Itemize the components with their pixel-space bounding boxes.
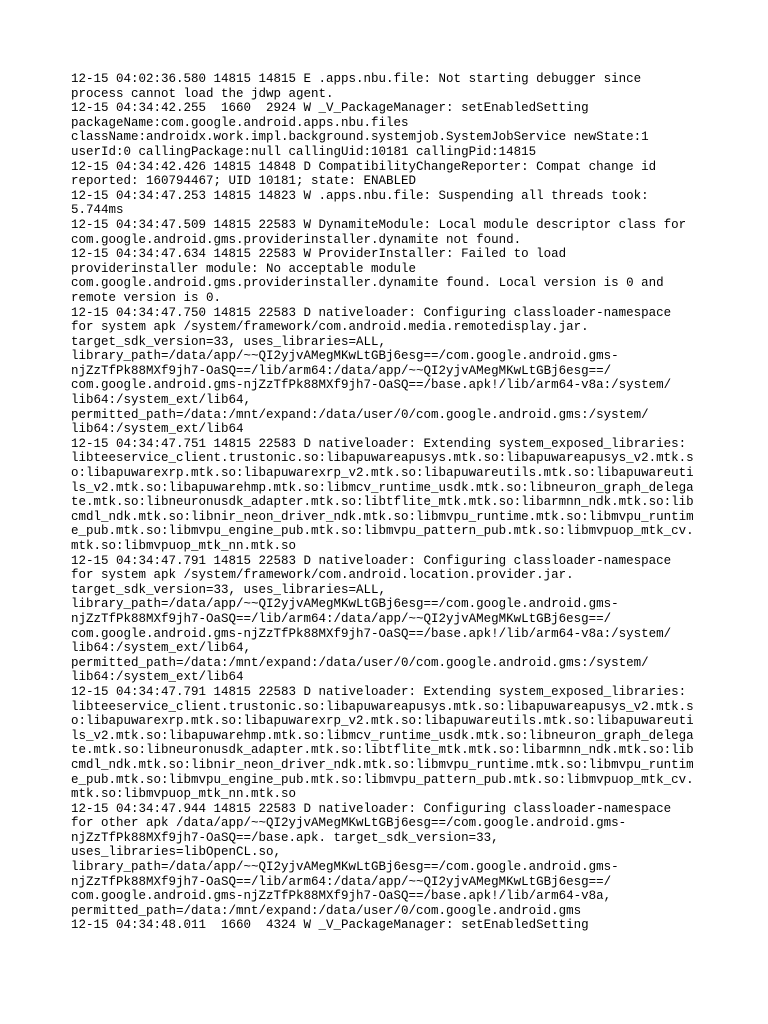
log-line: library_path=/data/app/~~QI2yjvAMegMKwLtGBj6esg==/com.google.android.gms- [71,860,619,875]
log-document [71,72,711,933]
log-line: te.mtk.so:libneuronusdk_adapter.mtk.so:libtflite_mtk.mtk.so:libarmnn_ndk.mtk.so:lib [71,743,694,758]
log-line: njZzTfPk88MXf9jh7-OaSQ==/lib/arm64:/data/app/~~QI2yjvAMegMKwLtGBj6esg==/ [71,874,612,889]
log-line: permitted_path=/data:/mnt/expand:/data/user/0/com.google.android.gms [71,903,582,918]
log-line: 12-15 04:34:42.255 1660 2924 W _V_PackageManager: setEnabledSetting [71,101,589,116]
log-line: 12-15 04:02:36.580 14815 14815 E .apps.nbu.file: Not starting debugger since [71,72,642,86]
log-line: 12-15 04:34:47.509 14815 22583 W DynamiteModule: Local module descriptor class for [71,217,687,232]
log-line: for system apk /system/framework/com.android.location.provider.jar. [71,568,574,583]
log-line: njZzTfPk88MXf9jh7-OaSQ==/base.apk. target_sdk_version=33, [71,830,499,845]
log-line: packageName:com.google.android.apps.nbu.files [71,115,409,130]
log-line: te.mtk.so:libneuronusdk_adapter.mtk.so:libtflite_mtk.mtk.so:libarmnn_ndk.mtk.so:lib [71,495,694,510]
log-line: 12-15 04:34:47.253 14815 14823 W .apps.nbu.file: Suspending all threads took: [71,188,649,203]
log-line: 12-15 04:34:47.791 14815 22583 D nativeloader: Extending system_exposed_libraries: [71,684,687,699]
log-line: cmdl_ndk.mtk.so:libnir_neon_driver_ndk.mtk.so:libmvpu_runtime.mtk.so:libmvpu_runtim [71,509,694,524]
log-line: providerinstaller module: No acceptable module [71,261,417,276]
log-line: com.google.android.gms-njZzTfPk88MXf9jh7-OaSQ==/base.apk!/lib/arm64-v8a, [71,889,612,904]
log-line: lib64:/system_ext/lib64, [71,393,252,408]
log-line: 12-15 04:34:47.634 14815 22583 W ProviderInstaller: Failed to load [71,247,567,262]
log-line: lib64:/system_ext/lib64, [71,641,252,656]
log-line: ls_v2.mtk.so:libapuwarehmp.mtk.so:libmcv_runtime_usdk.mtk.so:libneuron_graph_delega [71,480,694,495]
log-line: 5.744ms [71,203,124,218]
log-line: e_pub.mtk.so:libmvpu_engine_pub.mtk.so:libmvpu_pattern_pub.mtk.so:libmvpuop_mtk_cv. [71,772,694,787]
log-line: libteeservice_client.trustonic.so:libapuwareapusys.mtk.so:libapuwareapusys_v2.mtk.s [71,451,694,466]
log-line: lib64:/system_ext/lib64 [71,670,244,685]
log-line: for system apk /system/framework/com.android.media.remotedisplay.jar. [71,320,589,335]
log-line: e_pub.mtk.so:libmvpu_engine_pub.mtk.so:libmvpu_pattern_pub.mtk.so:libmvpuop_mtk_cv. [71,524,694,539]
log-text-block [71,72,711,933]
log-line: remote version is 0. [71,290,222,305]
log-line: 12-15 04:34:47.791 14815 22583 D nativeloader: Configuring classloader-namespace [71,553,672,568]
log-line: target_sdk_version=33, uses_libraries=ALL, [71,334,387,349]
log-line: njZzTfPk88MXf9jh7-OaSQ==/lib/arm64:/data/app/~~QI2yjvAMegMKwLtGBj6esg==/ [71,611,612,626]
log-line: libteeservice_client.trustonic.so:libapuwareapusys.mtk.so:libapuwareapusys_v2.mtk.s [71,699,694,714]
log-line: o:libapuwarexrp.mtk.so:libapuwarexrp_v2.mtk.so:libapuwareutils.mtk.so:libapuwareuti [71,714,694,729]
log-line: 12-15 04:34:42.426 14815 14848 D CompatibilityChangeReporter: Compat change id [71,159,657,174]
log-line: process cannot load the jdwp agent. [71,86,334,101]
log-line: reported: 160794467; UID 10181; state: ENABLED [71,174,417,189]
log-line: uses_libraries=libOpenCL.so, [71,845,282,860]
log-line: com.google.android.gms.providerinstaller.dynamite found. Local version is 0 and [71,276,664,291]
log-line: className:androidx.work.impl.background.systemjob.SystemJobService newState:1 [71,130,649,145]
log-line: mtk.so:libmvpuop_mtk_nn.mtk.so [71,787,297,802]
log-line: lib64:/system_ext/lib64 [71,422,244,437]
log-line: com.google.android.gms.providerinstaller.dynamite not found. [71,232,522,247]
log-line: 12-15 04:34:47.944 14815 22583 D nativeloader: Configuring classloader-namespace [71,801,672,816]
log-line: njZzTfPk88MXf9jh7-OaSQ==/lib/arm64:/data/app/~~QI2yjvAMegMKwLtGBj6esg==/ [71,363,612,378]
log-line: cmdl_ndk.mtk.so:libnir_neon_driver_ndk.mtk.so:libmvpu_runtime.mtk.so:libmvpu_runtim [71,757,694,772]
log-line: 12-15 04:34:48.011 1660 4324 W _V_PackageManager: setEnabledSetting [71,918,589,933]
log-line: mtk.so:libmvpuop_mtk_nn.mtk.so [71,539,297,553]
log-line: 12-15 04:34:47.751 14815 22583 D nativeloader: Extending system_exposed_libraries: [71,436,687,451]
log-line: library_path=/data/app/~~QI2yjvAMegMKwLtGBj6esg==/com.google.android.gms- [71,597,619,612]
log-line: target_sdk_version=33, uses_libraries=ALL, [71,582,387,597]
log-line: library_path=/data/app/~~QI2yjvAMegMKwLtGBj6esg==/com.google.android.gms- [71,349,619,364]
log-line: for other apk /data/app/~~QI2yjvAMegMKwLtGBj6esg==/com.google.android.gms- [71,816,627,831]
log-line: userId:0 callingPackage:null callingUid:10181 callingPid:14815 [71,144,537,159]
log-line: 12-15 04:34:47.750 14815 22583 D nativeloader: Configuring classloader-namespace [71,305,672,320]
log-line: o:libapuwarexrp.mtk.so:libapuwarexrp_v2.mtk.so:libapuwareutils.mtk.so:libapuwareuti [71,466,694,481]
log-line: com.google.android.gms-njZzTfPk88MXf9jh7-OaSQ==/base.apk!/lib/arm64-v8a:/system/ [71,378,672,393]
log-line: permitted_path=/data:/mnt/expand:/data/user/0/com.google.android.gms:/system/ [71,407,649,422]
log-line: permitted_path=/data:/mnt/expand:/data/user/0/com.google.android.gms:/system/ [71,655,649,670]
log-line: ls_v2.mtk.so:libapuwarehmp.mtk.so:libmcv_runtime_usdk.mtk.so:libneuron_graph_delega [71,728,694,743]
log-line: com.google.android.gms-njZzTfPk88MXf9jh7-OaSQ==/base.apk!/lib/arm64-v8a:/system/ [71,626,672,641]
